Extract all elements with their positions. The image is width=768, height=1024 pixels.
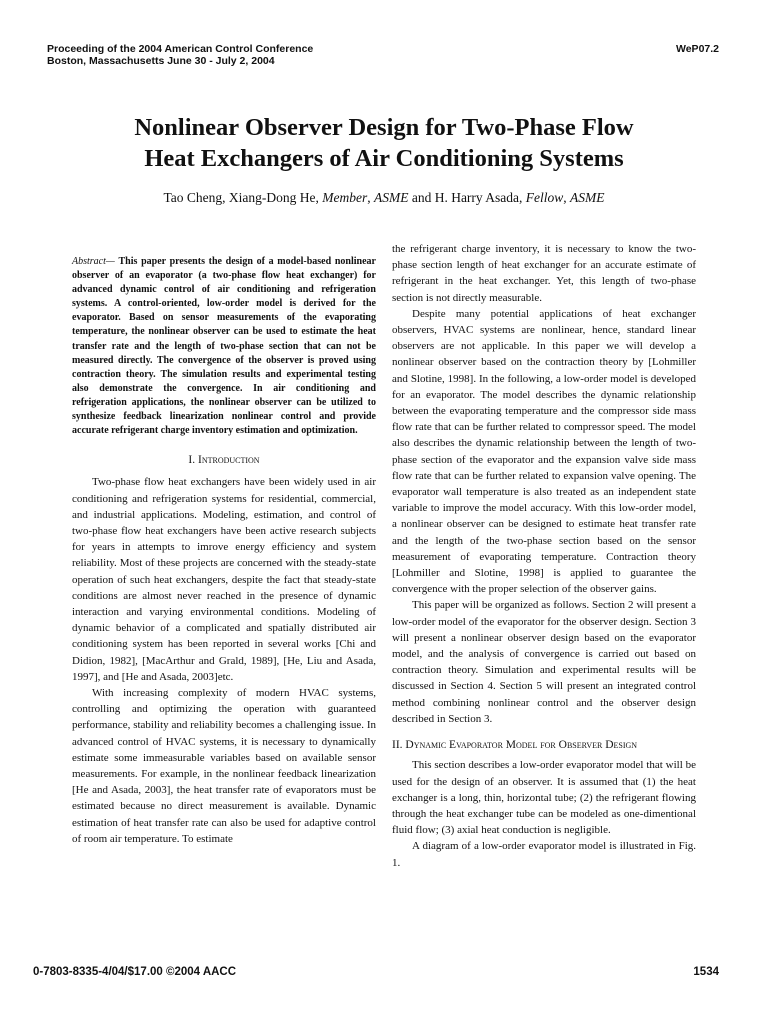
author-names-2: and H. Harry Asada,	[408, 190, 526, 205]
title-line-2: Heat Exchangers of Air Conditioning Systems	[144, 145, 624, 172]
copyright-code: 0-7803-8335-4/04/$17.00 ©2004 AACC	[33, 966, 237, 978]
paragraph: the refrigerant charge inventory, it is necessary to know the two-phase section length of heat exchanger for an accurate estimate of refrigerant in the heat exchanger. Yet, this length of two-phase section is not directly measurable.	[392, 243, 696, 304]
abstract-dash: —	[105, 256, 119, 267]
section-heading-introduction	[72, 452, 376, 468]
section-heading-dynamic-model	[392, 737, 696, 753]
fellow-title: Fellow	[525, 190, 564, 205]
right-column	[392, 241, 696, 871]
paragraph: This paper will be organized as follows. Section 2 will present a low-order model of the evaporator for the observer design. Section 3 will present a nonlinear observer design based on the evaporator model, and the analysis of convergence is carried out based on contraction theory. Simulation and experimental results will be discussed in Section 4. Section 5 will present an integrated control method combining nonlinear control and the observer design described in Section 3.	[392, 599, 696, 725]
abstract	[72, 255, 376, 438]
conference-name: Proceeding of the 2004 American Control Conference	[47, 43, 314, 55]
author-line	[40, 190, 728, 206]
page-number: 1534	[693, 966, 719, 978]
paragraph: This section describes a low-order evaporator model that will be used for the design of an observer. It is assumed that (1) the heat exchanger is a long, thin, horizontal tube; (2) the refrigerant flowing through the heat exchanger tube can be modeled as one-dimentional fluid flow; (3) axial heat conduction is negligible.	[392, 759, 696, 837]
section-title: Dynamic Evaporator Model for Observer Design	[405, 739, 638, 752]
paragraph: With increasing complexity of modern HVAC systems, controlling and optimizing the operation with guaranteed performance, stability and reliability becomes a challenging issue. In advanced control of HVAC systems, it is necessary to dynamically estimate some immeasurable variables based on available sensor measurements. For example, in the nonlinear feedback linearization [He and Asada, 2003], the heat transfer rate of evaporators must be estimated because no direct measurement is available. Dynamic estimation of heat transfer rate can also be used for adaptive control of room air temperature. To estimate	[72, 687, 376, 845]
left-column	[72, 249, 376, 847]
paragraph: A diagram of a low-order evaporator model is illustrated in Fig. 1.	[392, 840, 696, 869]
author-separator: ,	[563, 190, 571, 205]
abstract-label: Abstract	[72, 256, 106, 267]
section-number: II.	[392, 739, 406, 752]
asme-affiliation-2: ASME	[570, 190, 605, 205]
conference-location: Boston, Massachusetts June 30 - July 2, 2004	[47, 55, 275, 67]
paper-title	[40, 112, 728, 174]
title-line-1: Nonlinear Observer Design for Two-Phase Flow	[134, 114, 634, 141]
abstract-text: This paper presents the design of a model-based nonlinear observer of an evaporator (a two-phase flow heat exchanger) for advanced dynamic control of air conditioning and refrigeration systems. A control-oriented, low-order model is derived for the evaporator. Based on sensor measurements of the evaporating temperature, the nonlinear observer can be used to estimate the heat transfer rate and the length of two-phase section that can not be measured directly. The convergence of the observer is proved using contraction theory. The simulation results and experimental testing also demonstrate the convergence. In air conditioning and refrigeration applications, the nonlinear observer can be utilized to synthesize feedback linearization nonlinear control and provide accurate refrigerant charge inventory estimation and optimization.	[72, 256, 376, 437]
conference-header	[47, 43, 313, 67]
paragraph: Two-phase flow heat exchangers have been widely used in air conditioning and refrigeration systems for residential, commercial, and industrial applications. Modeling, estimation, and control of two-phase flow heat exchangers have been active research subjects for years in attempts to imrove energy efficiency and system reliability. Most of these projects are concerned with the steady-state operation of such heat exchangers, despite the fact that steady-state conditions are almost never reached in the presence of dynamic interaction and varying environmental conditions. Modeling of dynamic behavior of a complicated and spatially distributed air conditioning system has been reported in several works [Chi and Didion, 1982], [MacArthur and Grald, 1989], [He, Liu and Asada, 1997], and [He and Asada, 2003]etc.	[72, 476, 376, 683]
author-separator: ,	[367, 190, 374, 205]
member-title: Member	[322, 190, 368, 205]
session-code: WeP07.2	[676, 43, 719, 55]
section-number: I.	[188, 454, 198, 467]
section-title: Introduction	[197, 454, 260, 467]
paragraph: Despite many potential applications of heat exchanger observers, HVAC systems are nonlinear, hence, standard linear observers are not applicable. In this paper we will develop a nonlinear observer based on the contraction theory by [Lohmiller and Slotine, 1998]. In the following, a low-order model is developed for an evaporator. The model describes the dynamic relationship between the evaporating temperature and the compressor side mass flow rate that can be further related to compressor speed. The model also describes the dynamic relationship between the length of two-phase section of the evaporator and the expansion valve side mass flow rate that can be further related to expansion valve opening. The evaporator wall temperature is also treated as an independent state variable to improve the model accuracy. With this low-order model, a nonlinear observer can be designed to estimate heat transfer rate and the length of the two-phase section based on the sensor measurement of evaporating temperature. Contraction theory [Lohmiller and Slotine, 1998] is applied to guarantee the convergence with the proper selection of the observer gains.	[392, 307, 696, 596]
author-names-1: Tao Cheng, Xiang-Dong He,	[163, 190, 323, 205]
asme-affiliation-1: ASME	[373, 190, 409, 205]
